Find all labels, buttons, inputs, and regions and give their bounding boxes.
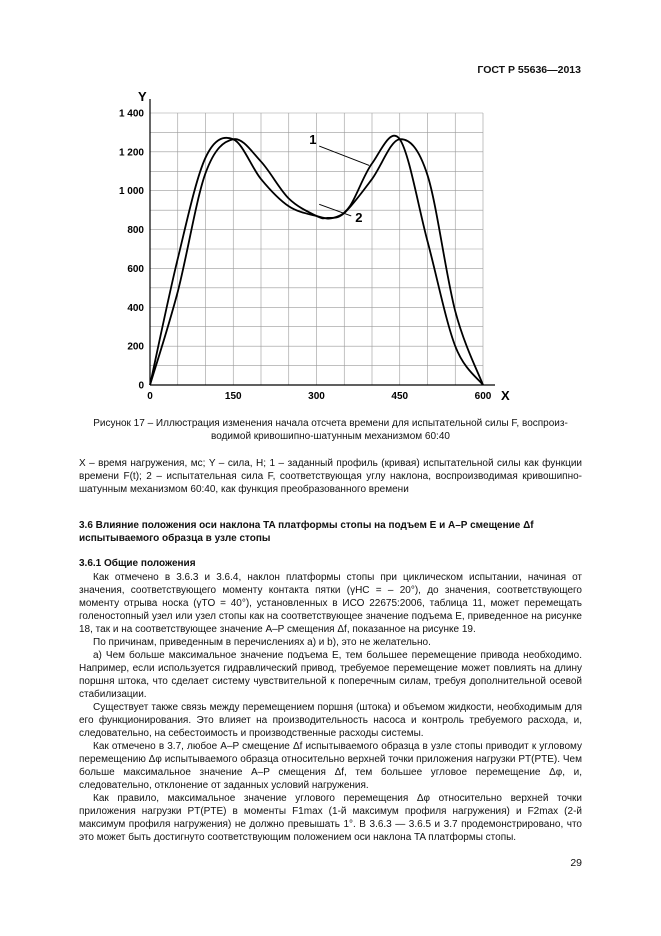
standard-header: ГОСТ Р 55636—2013 [477,64,581,76]
y-tick-label: 1 400 [118,108,144,120]
section-body [79,571,582,844]
y-tick-label: 1 000 [118,186,144,198]
annotation-label-2: 2 [355,209,363,225]
paragraph: По причинам, приведенным в перечислениях а) и b), это не желательно. [93,637,431,648]
x-tick-label: 0 [147,391,153,402]
x-axis-label: X [501,388,510,403]
x-tick-label: 300 [308,391,325,402]
y-tick-label: 1 200 [118,147,144,159]
figure-legend: X – время нагружения, мс; Y – сила, Н; 1 – заданный профиль (кривая) испытательной силы как функции времени F(t); 2 – испытательная сила F, соответствующая углу наклона, воспроизводимая кривошипно-шатунным механизмом 60:40, как функция преобразованного времени [79,458,582,495]
y-tick-label: 600 [127,263,144,275]
paragraph: а) Чем больше максимальное значение подъема E, тем большее перемещение привода необходимо. Например, если используется гидравлический привод, требуемое перемещение может повлиять на длину поршня штока, что сделает систему чувствительной к поперечным силам, требуя дополнительной осевой стабилизации. [79,650,582,700]
force-time-chart [0,0,661,415]
y-axis-label: Y [138,89,147,104]
caption-line-1: Рисунок 17 – Иллюстрация изменения начала отсчета времени для испытательной силы F, воспроиз- [93,418,568,429]
caption-line-2: водимой кривошипно-шатунным механизмом 60:40 [211,431,450,442]
figure-caption [79,417,582,443]
x-tick-label: 450 [391,391,409,402]
chart-axes [150,99,495,385]
y-tick-label: 400 [127,302,144,314]
chart-grid [150,113,483,385]
paragraph: Как отмечено в 3.6.3 и 3.6.4, наклон платформы стопы при циклическом испытании, начиная от значения, соответствующего моменту контакта пятки (γHC = – 20°), до значения, соответствующего моменту отрыва носка (γTO = 40°), установленных в ИСО 22675:2006, таблица 11, может перемещать голеностопный узел или узел стопы как на соответствующее значение подъема E, приведенное на рисунке 18, так и на соответствующее значение A–P смещения Δf, показанное на рисунке 19. [79,572,582,635]
y-tick-label: 800 [127,225,144,237]
annotation-label-1: 1 [309,132,317,148]
paragraph: Как правило, максимальное значение углового перемещения Δφ относительно верхней точки приложения нагрузки PT(PTE) в моменты F1max (1-й максимум профиля нагружения) и F2max (2-й максимум профиля нагружения) не должно превышать 1°. В 3.6.3 — 3.6.5 и 3.7 продемонстрировано, что это может быть достигнуто соответствующим положением оси наклона TA платформы стопы. [79,793,582,843]
x-tick-label: 600 [474,391,492,402]
y-tick-label: 0 [138,380,144,392]
paragraph: Существует также связь между перемещением поршня (штока) и объемом жидкости, необходимым для его функционирования. Это влияет на производительность насоса и контроль требуемого расхода, и, следовательно, на себестоимость и производственные расходы системы. [79,702,582,739]
x-tick-label: 150 [224,391,242,402]
paragraph: Как отмечено в 3.7, любое A–P смещение Δf испытываемого образца в узле стопы приводит к угловому перемещению Δφ испытываемого образца относительно верхней точки приложения нагрузки PT(PTE). Чем больше максимальное значение A–P смещения Δf, тем большее угловое перемещение Δφ, и, следовательно, отклонение от заданных условий нагружения. [79,741,582,791]
page-number: 29 [570,857,582,869]
subsection-title: 3.6.1 Общие положения [79,558,196,569]
section-title: 3.6 Влияние положения оси наклона TA платформы стопы на подъем E и A–P смещение Δf испытываемого образца в узле стопы [79,520,534,544]
y-tick-label: 200 [127,341,144,353]
